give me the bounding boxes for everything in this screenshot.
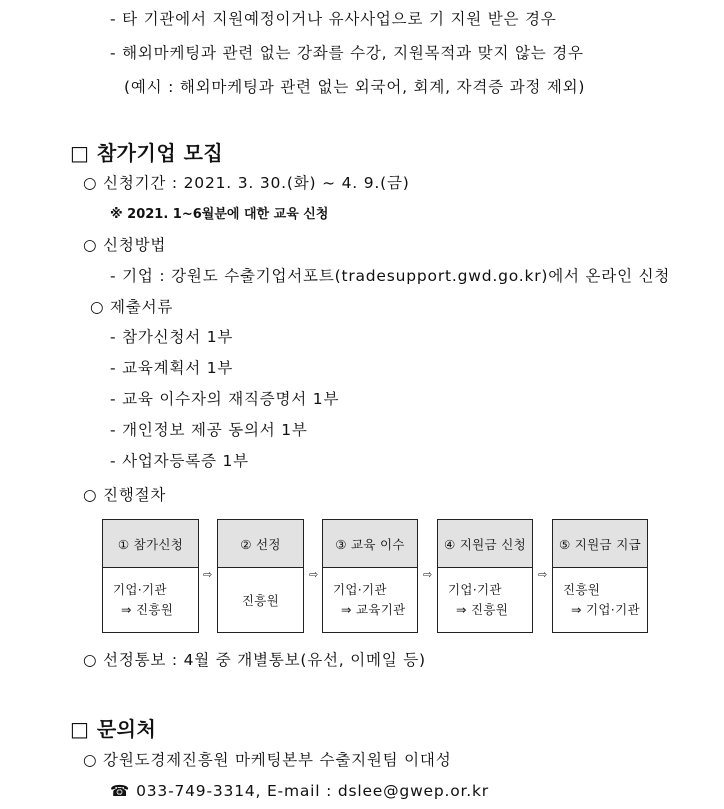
apply-period: ○ 신청기간 : 2021. 3. 30.(화) ~ 4. 9.(금)	[83, 174, 410, 192]
step-actor: 기업·기관	[333, 582, 387, 597]
step-actor: 기업·기관	[113, 582, 167, 597]
contact-person: ○ 강원도경제진흥원 마케팅본부 수출지원팀 이대성	[83, 751, 452, 769]
step-box-5	[552, 519, 648, 633]
section-title-contact: □ 문의처	[70, 717, 157, 741]
apply-method-title: ○ 신청방법	[83, 236, 167, 254]
arrow-icon: ⇨	[309, 568, 319, 581]
intro-line-2: - 해외마케팅과 관련 없는 강좌를 수강, 지원목적과 맞지 않는 경우	[110, 44, 584, 62]
docs-title: ○ 제출서류	[90, 298, 174, 316]
contact-phone-line	[110, 781, 489, 801]
contact-phone: 033-749-3314, E-mail : dslee@gwep.or.kr	[136, 782, 489, 800]
intro-line-3: (예시 : 해외마케팅과 관련 없는 외국어, 회계, 자격증 과정 제외)	[124, 78, 586, 96]
step-box-3	[322, 519, 418, 633]
apply-period-note: ※ 2021. 1~6월분에 대한 교육 신청	[110, 207, 329, 222]
doc-item: - 교육계획서 1부	[110, 359, 234, 377]
arrow-icon: ⇨	[203, 568, 213, 581]
step-actor: 기업·기관	[448, 582, 502, 597]
selection-notice: ○ 선정통보 : 4월 중 개별통보(유선, 이메일 등)	[83, 651, 426, 669]
doc-item: - 참가신청서 1부	[110, 328, 234, 346]
intro-line-1: - 타 기관에서 지원예정이거나 유사사업으로 기 지원 받은 경우	[110, 10, 557, 28]
section-title-recruit: □ 참가기업 모집	[70, 141, 224, 165]
step-box-1	[102, 519, 199, 633]
step-target: ⇒ 교육기관	[341, 602, 406, 617]
process-title: ○ 진행절차	[83, 486, 167, 504]
step-target: ⇒ 진흥원	[456, 602, 509, 617]
doc-item: - 교육 이수자의 재직증명서 1부	[110, 390, 340, 408]
doc-item: - 사업자등록증 1부	[110, 452, 249, 470]
step-title: ⑤ 지원금 지급	[553, 520, 647, 568]
step-box-2	[217, 519, 304, 633]
step-box-4	[437, 519, 533, 633]
step-title: ① 참가신청	[103, 520, 198, 568]
step-actor: 진흥원	[241, 592, 280, 608]
step-target: ⇒ 진흥원	[121, 602, 174, 617]
arrow-icon: ⇨	[538, 568, 548, 581]
step-title: ④ 지원금 신청	[438, 520, 532, 568]
step-actor: 진흥원	[563, 582, 601, 597]
doc-item: - 개인정보 제공 동의서 1부	[110, 421, 308, 439]
step-title: ② 선정	[218, 520, 303, 568]
step-target: ⇒ 기업·기관	[571, 602, 640, 617]
step-title: ③ 교육 이수	[323, 520, 417, 568]
apply-method-detail: - 기업 : 강원도 수출기업서포트(tradesupport.gwd.go.kr)에서 온라인 신청	[110, 267, 671, 285]
phone-icon: ☎	[110, 782, 131, 800]
arrow-icon: ⇨	[423, 568, 433, 581]
